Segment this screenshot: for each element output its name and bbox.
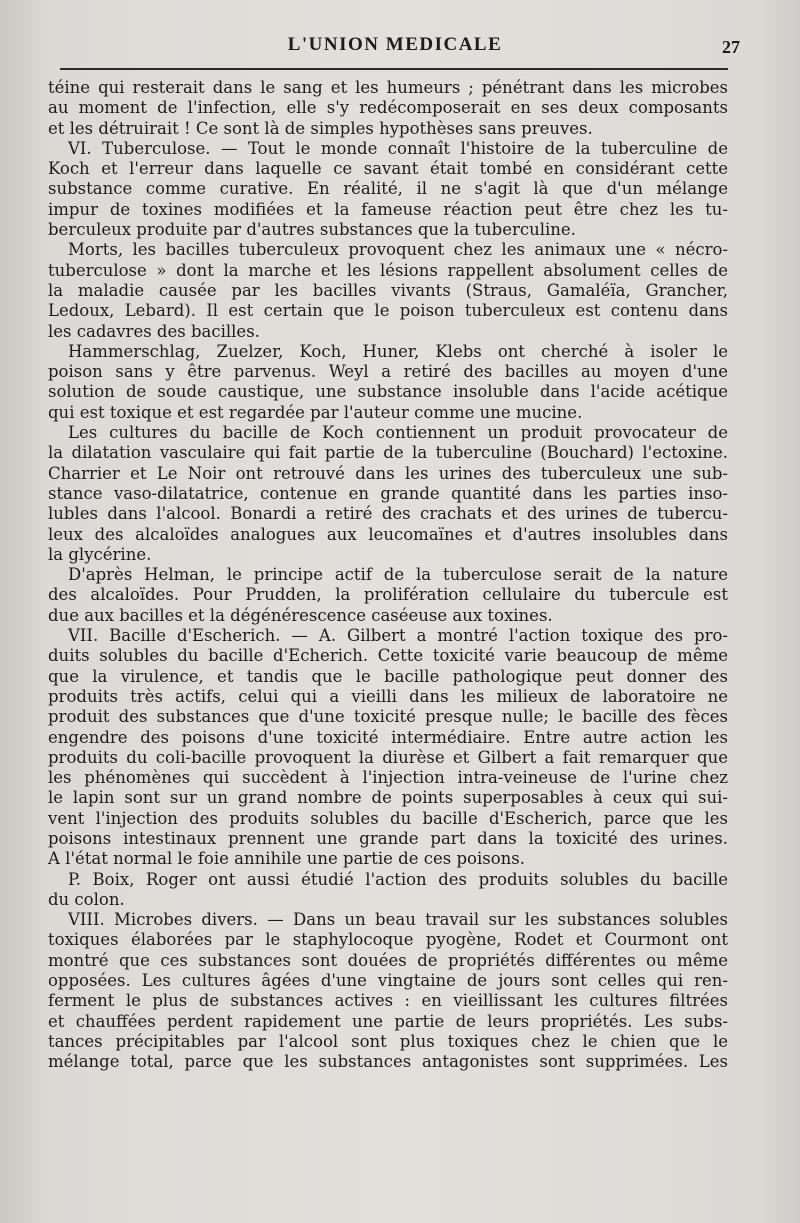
text-line: A l'état normal le foie annihile une partie de ces poisons. (48, 849, 525, 869)
text-line: due aux bacilles et la dégénérescence caséeuse aux toxines. (48, 605, 553, 625)
text-line: P. Boix, Roger ont aussi étudié l'action des produits solubles du bacille (68, 869, 728, 889)
text-line: lubles dans l'alcool. Bonardi a retiré des crachats et des urines de tubercu- (48, 504, 728, 524)
text-line: opposées. Les cultures âgées d'une vingtaine de jours sont celles qui ren- (48, 971, 728, 991)
text-line: duits solubles du bacille d'Echerich. Cette toxicité varie beaucoup de même (48, 646, 728, 666)
text-line: Hammerschlag, Zuelzer, Koch, Huner, Klebs ont cherché à isoler le (68, 341, 728, 361)
text-line: poisons intestinaux prennent une grande part dans la toxicité des urines. (48, 828, 728, 848)
text-line: Les cultures du bacille de Koch contiennent un produit provocateur de (68, 423, 728, 443)
text-line: Ledoux, Lebard). Il est certain que le poison tuberculeux est contenu dans (48, 301, 728, 321)
text-line: solution de soude caustique, une substance insoluble dans l'acide acétique (48, 382, 728, 402)
text-line: D'après Helman, le principe actif de la tuberculose serait de la nature (68, 565, 728, 585)
text-line: impur de toxines modifiées et la fameuse réaction peut être chez les tu- (48, 199, 728, 219)
text-line: les phénomènes qui succèdent à l'injection intra-veineuse de l'urine chez (48, 768, 728, 788)
text-line: la glycérine. (48, 544, 152, 564)
text-line: montré que ces substances sont douées de propriétés différentes ou même (48, 950, 728, 970)
page-header (50, 34, 740, 64)
page-number: 27 (722, 37, 740, 57)
text-line: et chauffées perdent rapidement une partie de leurs propriétés. Les subs- (48, 1011, 728, 1031)
text-line: du colon. (48, 889, 125, 909)
text-line: Charrier et Le Noir ont retrouvé dans les urines des tuberculeux une sub- (48, 463, 728, 483)
text-line: stance vaso-dilatatrice, contenue en grande quantité dans les parties inso- (48, 483, 728, 503)
text-line: Morts, les bacilles tuberculeux provoquent chez les animaux une « nécro- (68, 240, 728, 260)
text-line: tances précipitables par l'alcool sont plus toxiques chez le chien que le (48, 1031, 728, 1051)
text-line: produits très actifs, celui qui a vieilli dans les milieux de laboratoire ne (48, 686, 728, 706)
text-line: la dilatation vasculaire qui fait partie de la tuberculine (Bouchard) l'ectoxine. (48, 443, 728, 463)
text-line: berculeux produite par d'autres substances que la tuberculine. (48, 220, 576, 240)
text-line: vent l'injection des produits solubles du bacille d'Escherich, parce que les (48, 808, 728, 828)
text-line: au moment de l'infection, elle s'y redécomposerait en ses deux composants (48, 98, 728, 118)
text-line: la maladie causée par les bacilles vivants (Straus, Gamaléïa, Grancher, (48, 280, 728, 300)
text-line: des alcaloïdes. Pour Prudden, la prolifération cellulaire du tubercule est (48, 585, 728, 605)
text-line: poison sans y être parvenus. Weyl a retiré des bacilles au moyen d'une (48, 362, 728, 382)
text-line: le lapin sont sur un grand nombre de points superposables à ceux qui sui- (48, 788, 728, 808)
text-line: toxiques élaborées par le staphylocoque pyogène, Rodet et Courmont ont (48, 930, 728, 950)
text-line: leux des alcaloïdes analogues aux leucomaïnes et d'autres insolubles dans (48, 524, 728, 544)
section-heading-tuberculose: VI. Tuberculose. — Tout le monde connaît l'histoire de la tuberculine de (68, 138, 728, 158)
text-line: Koch et l'erreur dans laquelle ce savant était tombé en considérant cette (48, 159, 728, 179)
running-title: L'UNION MEDICALE (287, 34, 503, 55)
text-line: produits du coli-bacille provoquent la diurèse et Gilbert a fait remarquer que (48, 747, 728, 767)
section-heading-bacille-escherich: VII. Bacille d'Escherich. — A. Gilbert a montré l'action toxique des pro- (68, 626, 728, 646)
text-line: téine qui resterait dans le sang et les humeurs ; pénétrant dans les microbes (48, 78, 728, 97)
text-line: mélange total, parce que les substances antagonistes sont supprimées. Les (48, 1052, 728, 1072)
text-line: tuberculose » dont la marche et les lésions rappellent absolument celles de (48, 260, 728, 280)
text-line: qui est toxique et est regardée par l'auteur comme une mucine. (48, 402, 583, 422)
text-line: et les détruirait ! Ce sont là de simples hypothèses sans preuves. (48, 118, 593, 138)
body-text (48, 78, 728, 1073)
text-line: que la virulence, et tandis que le bacille pathologique peut donner des (48, 666, 728, 686)
text-line: substance comme curative. En réalité, il ne s'agit là que d'un mélange (48, 179, 728, 199)
text-line: les cadavres des bacilles. (48, 321, 260, 341)
section-heading-microbes-divers: VIII. Microbes divers. — Dans un beau travail sur les substances solubles (68, 910, 728, 930)
header-rule (60, 68, 728, 70)
text-line: engendre des poisons d'une toxicité intermédiaire. Entre autre action les (48, 727, 728, 747)
text-line: ferment le plus de substances actives : en vieillissant les cultures filtrées (48, 991, 728, 1011)
text-line: produit des substances que d'une toxicité presque nulle; le bacille des fèces (48, 707, 728, 727)
